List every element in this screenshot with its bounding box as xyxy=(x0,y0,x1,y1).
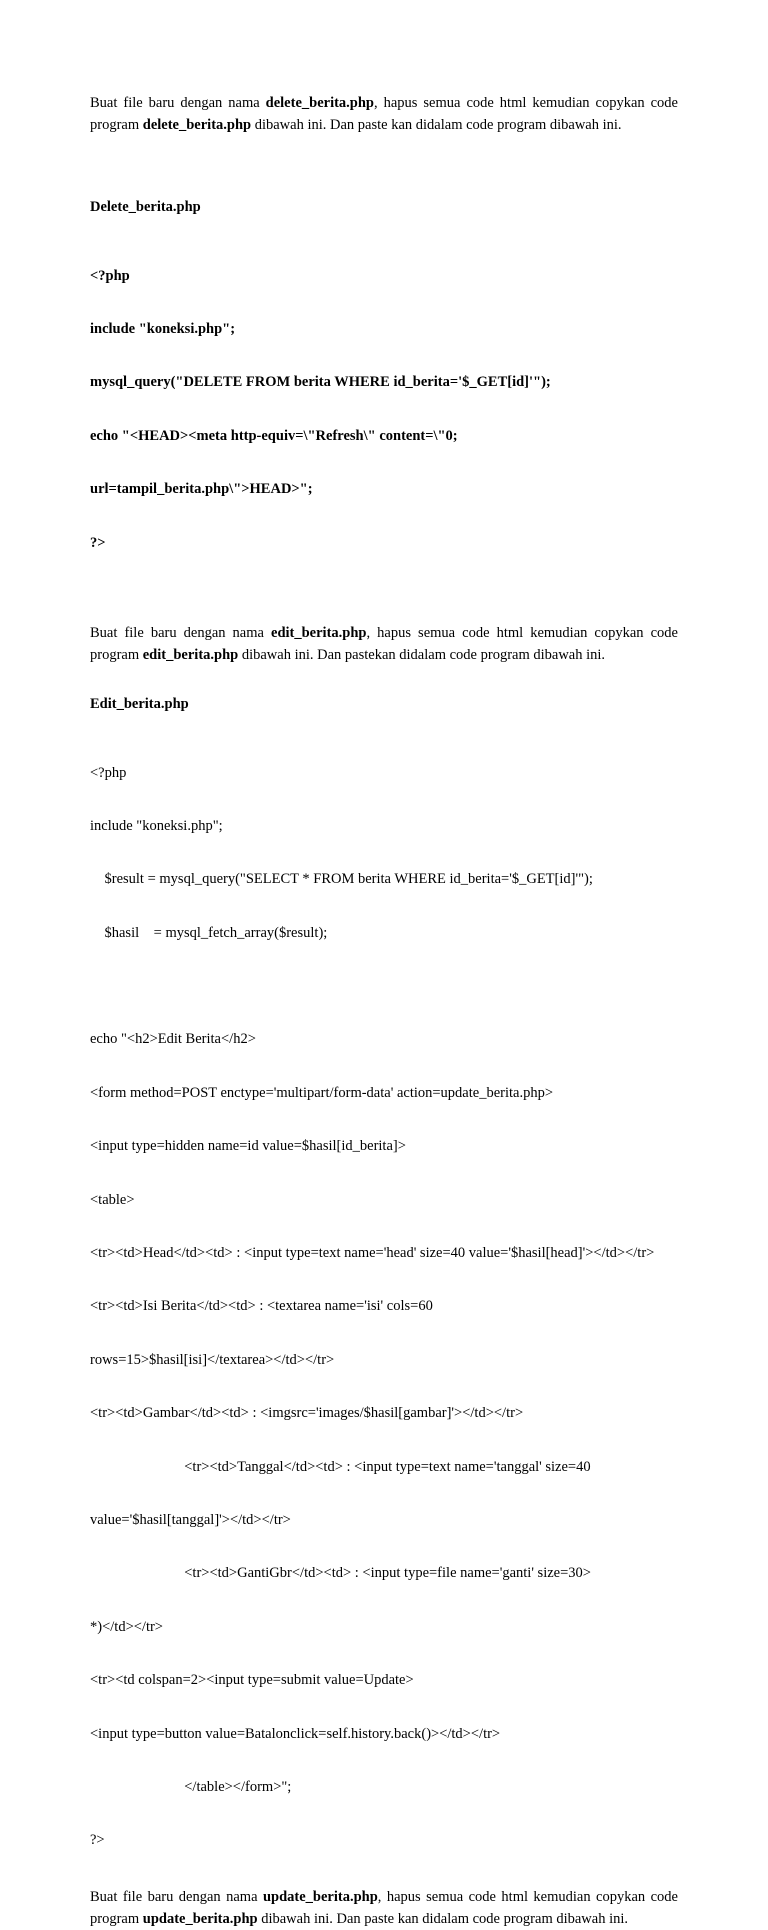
code-line: </table></form>"; xyxy=(90,1778,292,1795)
heading-delete-berita: Delete_berita.php xyxy=(90,199,201,215)
code-line: ?> xyxy=(90,534,106,551)
text-run: Buat file baru dengan nama xyxy=(90,95,266,111)
instruction-paragraph-edit xyxy=(90,622,678,666)
code-line: <form method=POST enctype='multipart/form-data' action=update_berita.php> xyxy=(90,1084,554,1101)
code-line: <table> xyxy=(90,1191,135,1208)
code-line: <tr><td>Isi Berita</td><td> : <textarea name='isi' cols=60 xyxy=(90,1298,433,1315)
text-run: , hapus semua code html kemudian copykan code program xyxy=(90,1888,678,1927)
filename-bold: edit_berita.php xyxy=(271,624,367,641)
text-run: , hapus semua code html kemudian copykan code program xyxy=(90,95,678,133)
code-line: <tr><td colspan=2><input type=submit value=Update> xyxy=(90,1672,414,1689)
text-run: , hapus semua code html kemudian copykan code program xyxy=(90,624,678,663)
text-run: Buat file baru dengan nama xyxy=(90,624,272,641)
code-line xyxy=(90,978,678,996)
code-line: rows=15>$hasil[isi]</textarea></td></tr> xyxy=(90,1351,335,1368)
instruction-paragraph-delete xyxy=(90,92,678,136)
filename-bold: update_berita.php xyxy=(142,1910,258,1927)
filename-bold: delete_berita.php xyxy=(142,117,252,133)
code-line: mysql_query("DELETE FROM berita WHERE id_berita='$_GET[id]'"); xyxy=(90,374,551,391)
code-line: *)</td></tr> xyxy=(90,1618,163,1635)
code-block-edit xyxy=(90,729,678,1886)
code-line: include "koneksi.php"; xyxy=(90,817,223,834)
code-line: <tr><td>Gambar</td><td> : <imgsrc='images/$hasil[gambar]'></td></tr> xyxy=(90,1405,524,1422)
code-line: <?php xyxy=(90,267,130,284)
text-run: dibawah ini. Dan paste kan didalam code program dibawah ini. xyxy=(257,1910,629,1927)
text-run: Buat file baru dengan nama xyxy=(90,1888,263,1905)
code-line: <tr><td>Head</td><td> : <input type=text name='head' size=40 value='$hasil[head]'></td></tr> xyxy=(90,1245,655,1262)
code-line: <input type=button value=Batalonclick=self.history.back()></td></tr> xyxy=(90,1725,501,1742)
code-line: <input type=hidden name=id value=$hasil[id_berita]> xyxy=(90,1138,406,1155)
text-run: dibawah ini. Dan paste kan didalam code program dibawah ini. xyxy=(251,117,622,133)
code-line: ?> xyxy=(90,1832,105,1849)
code-line: url=tampil_berita.php\">HEAD>"; xyxy=(90,481,313,498)
code-line: include "koneksi.php"; xyxy=(90,320,236,337)
filename-bold: update_berita.php xyxy=(262,1888,378,1905)
instruction-paragraph-update xyxy=(90,1886,678,1930)
code-line: <?php xyxy=(90,764,127,781)
document-page xyxy=(90,92,678,1930)
text-run: dibawah ini. Dan pastekan didalam code program dibawah ini. xyxy=(238,646,606,663)
heading-edit-berita: Edit_berita.php xyxy=(90,695,189,712)
code-line: value='$hasil[tanggal]'></td></tr> xyxy=(90,1512,291,1528)
code-block-delete xyxy=(90,232,678,588)
filename-bold: edit_berita.php xyxy=(142,646,239,663)
code-line: $hasil = mysql_fetch_array($result); xyxy=(90,924,328,941)
code-line: <tr><td>GantiGbr</td><td> : <input type=file name='ganti' size=30> xyxy=(90,1565,591,1582)
code-line: echo "<HEAD><meta http-equiv=\"Refresh\" content=\"0; xyxy=(90,427,458,444)
filename-bold: delete_berita.php xyxy=(265,95,374,111)
code-line: $result = mysql_query("SELECT * FROM berita WHERE id_berita='$_GET[id]'"); xyxy=(90,871,593,888)
code-line: <tr><td>Tanggal</td><td> : <input type=text name='tanggal' size=40 xyxy=(90,1458,591,1475)
code-line: echo "<h2>Edit Berita</h2> xyxy=(90,1031,256,1048)
